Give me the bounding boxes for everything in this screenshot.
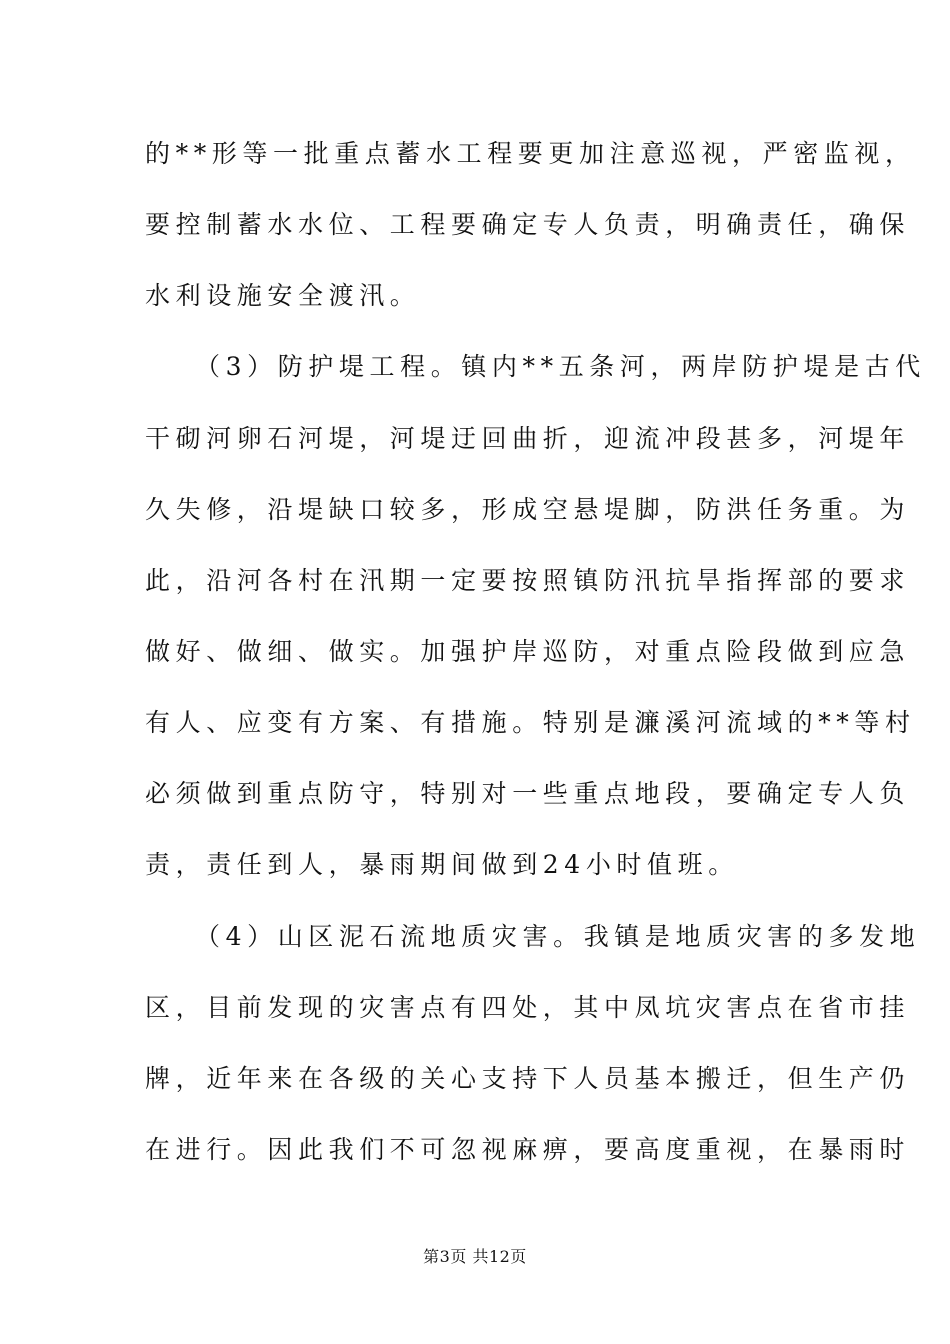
text-line-4: （3）防护堤工程。镇内**五条河，两岸防护堤是古代 [195,352,926,381]
text-line-2: 要控制蓄水水位、工程要确定专人负责，明确责任，确保 [145,210,911,239]
text-line-15: 在进行。因此我们不可忽视麻痹，要高度重视，在暴雨时 [145,1135,911,1164]
text-line-11: 责，责任到人，暴雨期间做到24小时值班。 [145,850,739,879]
text-line-3: 水利设施安全渡汛。 [145,281,421,310]
text-line-9: 有人、应变有方案、有措施。特别是濂溪河流域的**等村 [145,708,916,737]
text-line-6: 久失修，沿堤缺口较多，形成空悬堤脚，防洪任务重。为 [145,495,911,524]
text-line-8: 做好、做细、做实。加强护岸巡防，对重点险段做到应急 [145,637,911,666]
text-line-12: （4）山区泥石流地质灾害。我镇是地质灾害的多发地 [195,922,921,951]
text-line-10: 必须做到重点防守，特别对一些重点地段，要确定专人负 [145,779,911,808]
text-line-5: 干砌河卵石河堤，河堤迂回曲折，迎流冲段甚多，河堤年 [145,424,911,453]
page-footer: 第3页 共12页 [423,1247,527,1266]
text-line-14: 牌，近年来在各级的关心支持下人员基本搬迁，但生产仍 [145,1064,911,1093]
text-line-13: 区，目前发现的灾害点有四处，其中凤坑灾害点在省市挂 [145,993,911,1022]
text-line-1: 的**形等一批重点蓄水工程要更加注意巡视，严密监视， [145,139,916,168]
text-line-7: 此，沿河各村在汛期一定要按照镇防汛抗旱指挥部的要求 [145,566,911,595]
